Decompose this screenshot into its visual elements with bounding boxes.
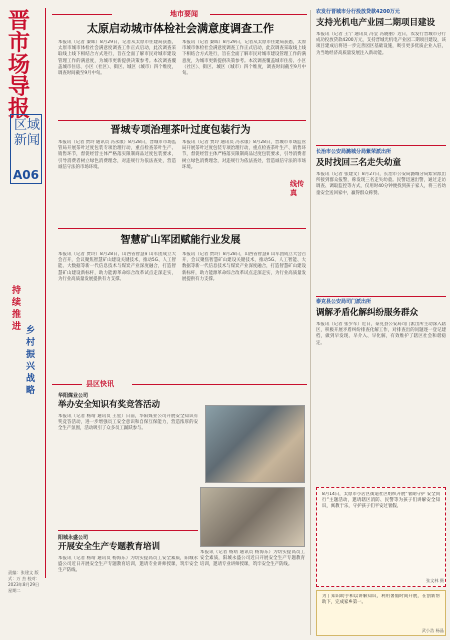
section-header-city (52, 8, 307, 20)
page-label: A06 (13, 168, 39, 182)
body-a8: 本报讯（记者 杨靖 通讯员 杨海东）为切实提高员工安全素质，阳城永盛公司近日开展安全生产专题教育培训，邀请专业讲师授课，筑牢安全生产防线。 (58, 556, 198, 574)
body-a6: 本报讯（记者 张少军）近日，泰克县公安局司门派出所主动深入辖区，积极开展矛盾纠纷排查化解工作，对排查出的问题逐一登记建档，做到早发现、早介入、早化解，有效维护了辖区社会和谐稳定。 (316, 322, 446, 346)
kicker-a7: 华阳煤业公司 (58, 393, 89, 399)
feature-text: 8月14日，太原市小店区街道社区组织开展“暑期守护 安全同行”主题活动，邀请辖区消防、民警等为孩子们讲解安全知识，寓教于乐，守护孩子们平安过暑假。 (322, 492, 440, 510)
kicker-a8: 阳城永盛公司 (58, 535, 89, 541)
body-a3-col1: 本报讯（记者 贾玲）8月28日，山西省智慧矿山军团成立大会召开，会议聚焦智慧矿山建设关键技术，推动5G、人工智能、大数据等新一代信息技术与煤炭产业深度融合，打造智慧矿山建设新标杆，助力能源革命综合改革试点走深走实，为行业高质量发展提供有力支撑。 (58, 252, 176, 282)
body-a5: 本报讯（记者 张建文）8月27日，长治市公安局潞城分局紫荣派出所接到群众报警，称发现三名走失幼童。民警迅速出警，通过走访调查、调取监控等方式，仅用时40分钟便找到孩子家人，将三名幼童安全送回家中，赢得群众称赞。 (316, 172, 446, 196)
headline-a4: 支持光机电产业园二期项目建设 (316, 18, 436, 28)
section-title-city: 地市要闻 (170, 10, 198, 18)
headline-a2: 晋城专项治理茶叶过度包装行为 (110, 125, 251, 136)
section-name: 区域新闻 (14, 118, 41, 148)
news-photo (205, 405, 305, 483)
headline-a1: 太原启动城市体检社会满意度调查工作 (87, 22, 274, 35)
slogan-blue: 乡村振兴战略 (26, 326, 36, 396)
slogan-red: 持续推进 (12, 286, 22, 332)
kicker-a4: 农发行晋城市分行投放贷款4200万元 (316, 9, 400, 15)
body-a1-col2: 本报讯（记者 秦晖）8月29日，记者从太原市住建局获悉，太原市城市体检社会满意度调查工作正式启动，此次调查采取线上线下相结合方式进行，旨在全面了解市民对城市建设管理工作的满意度，为城市更新提供决策参考。本次调查覆盖城市住房、小区（社区）、街区、城区（城市）四个维度，调查时间截至9月中旬。 (182, 40, 306, 77)
kicker-a6: 泰克县公安局司门派出所 (316, 299, 372, 305)
body-a2-col2: 本报讯（记者 贾玲 通讯员 冯永康）8月28日，晋城市市场监管局开展茶叶过度包装专项治理行动，重点检查茶叶生产、销售环节，督促经营主体严格落实限制商品过度包装要求，引导消费者树立绿色消费理念，对违规行为依法查处，营造诚信守法的市场环境。 (182, 140, 306, 170)
body-a4: 本报讯（记者 王宁 通讯员 冯莹 冯晓丽）近日，农发行晋城市分行成功投放贷款4200万元，支持晋城光机电产业园二期项目建设，该项目建成后将进一步完善园区基础设施，吸引更多优质企业入驻，为当地经济高质量发展注入新动能。 (316, 32, 446, 56)
kicker-a5: 长治市公安局潞城分局紫荣派出所 (316, 149, 392, 155)
paper-name: 晋市场导报 (8, 8, 29, 122)
headline-a8: 开展安全生产专题教育培训 (58, 542, 161, 552)
body-a2-col1: 本报讯（记者 贾玲 通讯员 冯永康）8月28日，晋城市市场监管局开展茶叶过度包装专项治理行动，重点检查茶叶生产、销售环节，督促经营主体严格落实限制商品过度包装要求，引导消费者树立绿色消费理念，对违规行为依法查处，营造诚信守法的市场环境。 (58, 140, 176, 170)
body-a1-col1: 本报讯（记者 秦晖）8月29日，记者从太原市住建局获悉，太原市城市体检社会满意度调查工作正式启动，此次调查采取线上线下相结合方式进行，旨在全面了解市民对城市建设管理工作的满意度，为城市更新提供决策参考。本次调查覆盖城市住房、小区（社区）、街区、城区（城市）四个维度，调查时间截至9月中旬。 (58, 40, 176, 77)
feature-2-text: 为丁知识助手和以讲解知识，利用暑假时间开展，在创新帮助下，完成家乡第一。 (322, 594, 440, 606)
headline-a5: 及时找回三名走失幼童 (316, 158, 402, 168)
headline-a3: 智慧矿山军团赋能行业发展 (120, 235, 241, 246)
feature-2-credit: 武小浩 杨晶 (421, 628, 444, 633)
body-a7: 本报讯（记者 杨靖 通讯员 王星）日前，华阳煤业公司开展安全知识有奖竞答活动，进一步增强员工安全意识和自保互保能力，营造浓厚的安全生产氛围，活动吸引了众多员工踊跃参与。 (58, 414, 198, 432)
edition-meta: 责编：张建文 版式：万 杰 校对：2023年8月29日 星期二 (8, 570, 40, 593)
photo-caption: 本报讯（记者 杨靖 通讯员 杨海东）为切实提高员工安全素质，阳城永盛公司近日开展安全生产专题教育培训，邀请专业讲师授课，筑牢安全生产防线。 (200, 550, 305, 568)
section-header-county (52, 378, 307, 390)
feature-credit: 张文林 摄 (425, 578, 444, 583)
headline-a6: 调解矛盾化解纠纷服务群众 (316, 308, 419, 318)
section-title-county: 县区快讯 (86, 380, 114, 388)
right-section-label: 线传真 (290, 180, 304, 197)
headline-a7: 举办安全知识有奖竞答活动 (58, 400, 161, 410)
body-a3-col2: 本报讯（记者 贾玲）8月28日，山西省智慧矿山军团成立大会召开，会议聚焦智慧矿山建设关键技术，推动5G、人工智能、大数据等新一代信息技术与煤炭产业深度融合，打造智慧矿山建设新标杆，助力能源革命综合改革试点走深走实，为行业高质量发展提供有力支撑。 (182, 252, 306, 282)
news-photo-2 (200, 487, 305, 547)
